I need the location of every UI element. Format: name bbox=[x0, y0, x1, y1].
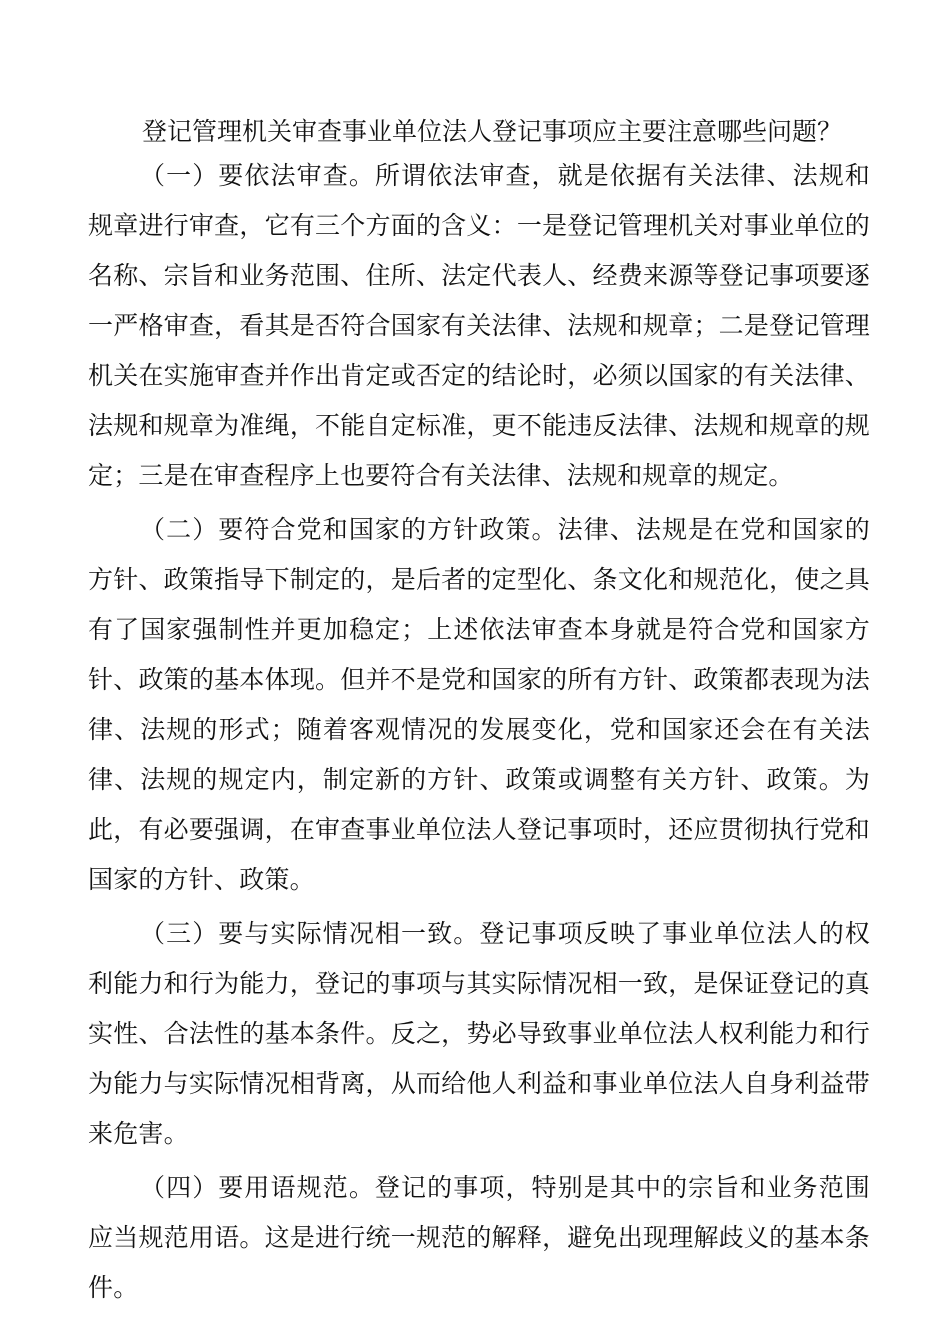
paragraph-party-policy: （二）要符合党和国家的方针政策。法律、法规是在党和国家的方针、政策指导下制定的，是后者的定型化、条文化和规范化，使之具有了国家强制性并更加稳定；上述依法审查本身就是符合党和国家方针、政策的基本体现。但并不是党和国家的所有方针、政策都表现为法律、法规的形式；随着客观情况的发展变化，党和国家还会在有关法律、法规的规定内，制定新的方针、政策或调整有关方针、政策。为此，有必要强调，在审查事业单位法人登记事项时，还应贯彻执行党和国家的方针、政策。 bbox=[88, 515, 870, 894]
paragraph-actual-situation: （三）要与实际情况相一致。登记事项反映了事业单位法人的权利能力和行为能力，登记的事项与其实际情况相一致，是保证登记的真实性、合法性的基本条件。反之，势必导致事业单位法人权利能力和行为能力与实际情况相背离，从而给他人利益和事业单位法人自身利益带来危害。 bbox=[88, 919, 870, 1148]
document-page bbox=[88, 112, 870, 1313]
paragraph-lawful-review: （一）要依法审查。所谓依法审查，就是依据有关法律、法规和规章进行审查，它有三个方面的含义：一是登记管理机关对事业单位的名称、宗旨和业务范围、住所、法定代表人、经费来源等登记事项要逐一严格审查，看其是否符合国家有关法律、法规和规章；二是登记管理机关在实施审查并作出肯定或否定的结论时，必须以国家的有关法律、法规和规章为准绳，不能自定标准，更不能违反法律、法规和规章的规定；三是在审查程序上也要符合有关法律、法规和规章的规定。 bbox=[88, 161, 870, 490]
document-title: 登记管理机关审查事业单位法人登记事项应主要注意哪些问题？ bbox=[142, 117, 843, 146]
paragraph-standard-wording: （四）要用语规范。登记的事项，特别是其中的宗旨和业务范围应当规范用语。这是进行统一规范的解释，避免出现理解歧义的基本条件。 bbox=[88, 1173, 870, 1302]
